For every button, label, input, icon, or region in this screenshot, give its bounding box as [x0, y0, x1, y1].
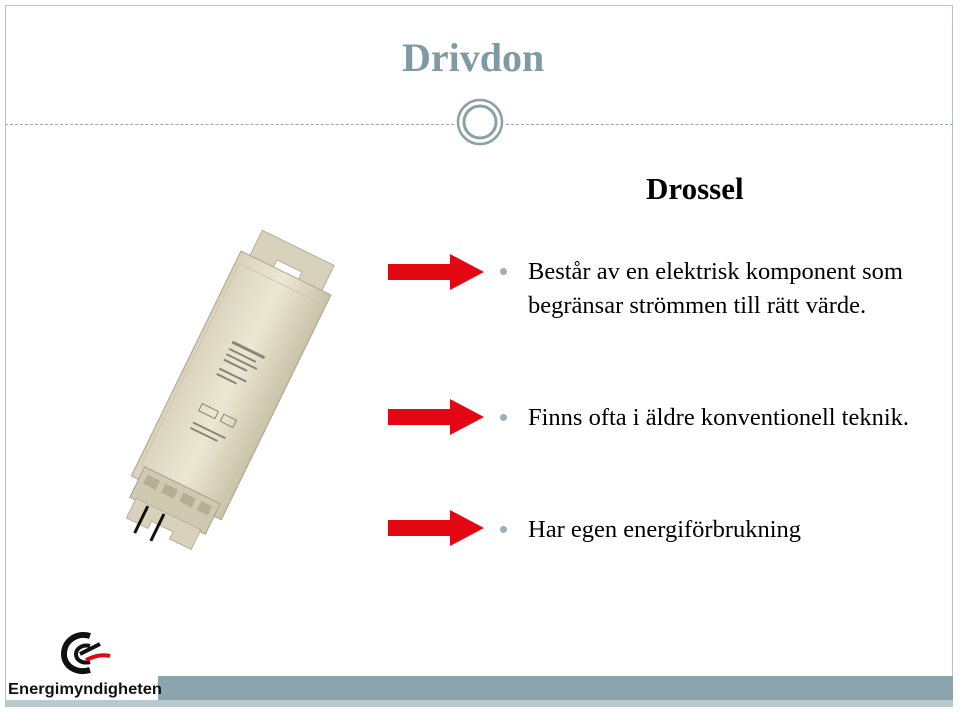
title-divider-right	[506, 124, 953, 125]
slide-title: Drivdon	[402, 35, 545, 80]
bullet-text: Består av en elektrisk komponent som begränsar strömmen till rätt värde.	[528, 258, 903, 319]
ring-decoration-icon	[456, 98, 504, 146]
footer-bar	[158, 676, 953, 700]
title-divider-left	[5, 124, 454, 125]
energimyndigheten-logo	[8, 628, 164, 702]
slide-subtitle: Drossel	[646, 171, 744, 206]
logo-text: Energimyndigheten	[8, 681, 162, 698]
red-arrow-icon	[388, 399, 484, 435]
ballast-product-image	[60, 220, 380, 560]
bullet-dot-icon	[500, 414, 507, 421]
bullet-dot-icon	[500, 268, 507, 275]
bullet-text: Finns ofta i äldre konventionell teknik.	[528, 404, 910, 431]
bullet-dot-icon	[500, 526, 507, 533]
red-arrow-icon	[388, 510, 484, 546]
red-arrow-icon	[388, 254, 484, 290]
bullet-text: Har egen energiförbrukning	[528, 516, 802, 543]
